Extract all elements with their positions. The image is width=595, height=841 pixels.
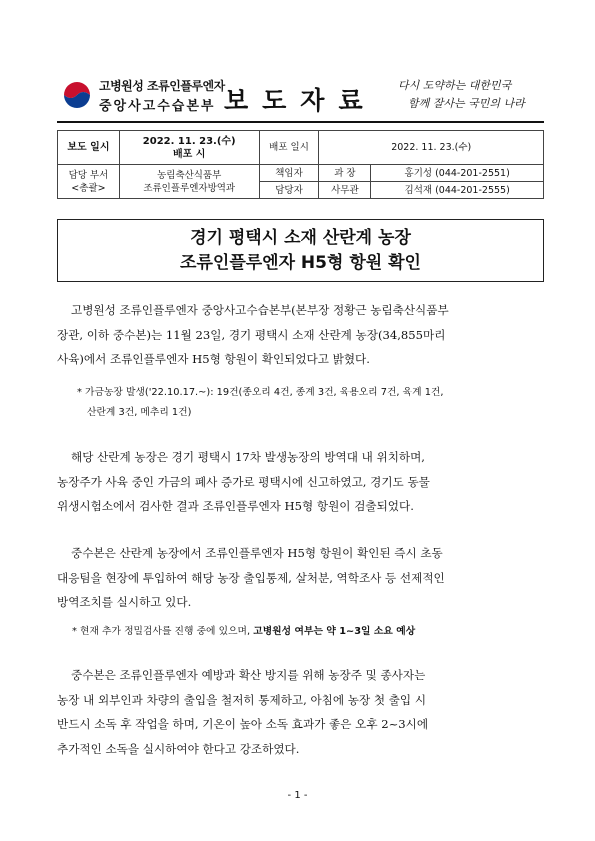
paragraph-line: 위생시험소에서 검사한 결과 조류인플루엔자 H5형 항원이 검출되었다. — [57, 499, 414, 513]
staff-name: 김석재 (044-201-2555) — [371, 182, 544, 199]
responsible-label: 책임자 — [259, 165, 319, 182]
org-name-line2: 중앙사고수습본부 — [99, 99, 216, 114]
dept-label-line1: 담당 부서 — [68, 169, 109, 181]
embargo-value — [119, 131, 259, 165]
paragraph-line: 해당 산란계 농장은 경기 평택시 17차 발생농장의 방역대 내 위치하며, — [71, 450, 425, 464]
release-value: 2022. 11. 23.(수) — [319, 131, 544, 165]
paragraph-4 — [57, 663, 544, 761]
note-normal-text: * 현재 추가 정밀검사를 진행 중에 있으며, — [72, 626, 251, 637]
document-title: 보도자료 — [224, 86, 377, 115]
paragraph-line: 중수본은 조류인플루엔자 예방과 확산 방지를 위해 농장주 및 종사자는 — [71, 668, 426, 682]
press-info-table — [57, 130, 544, 199]
paragraph-line: 대응팀을 현장에 투입하여 해당 농장 출입통제, 살처분, 역학조사 등 선제적인 — [57, 570, 445, 585]
paragraph-line: 사육)에서 조류인플루엔자 H5형 항원이 확인되었다고 밝혔다. — [57, 352, 370, 366]
note-line: * 가금농장 발생('22.10.17.~): 19건(종오리 4건, 종계 3건, 육용오리 7건, 육계 1건, — [77, 387, 444, 398]
release-label: 배포 일시 — [259, 131, 319, 165]
paragraph-line: 농장 내 외부인과 차량의 출입을 철저히 통제하고, 아침에 농장 첫 출입 시 — [57, 692, 427, 707]
press-header — [57, 71, 544, 123]
note-line: 산란계 3건, 메추리 1건) — [87, 407, 192, 418]
responsible-title: 과 장 — [319, 165, 371, 182]
note-additional-test — [72, 622, 415, 642]
paragraph-line: 중수본은 산란계 농장에서 조류인플루엔자 H5형 항원이 확인된 즉시 초동 — [71, 546, 443, 560]
embargo-date: 2022. 11. 23.(수) — [142, 135, 236, 147]
slogan-line2: 함께 잘사는 국민의 나라 — [408, 97, 525, 110]
page-number: - 1 - — [287, 790, 308, 801]
paragraph-line: 농장주가 사육 중인 가금의 폐사 증가로 평택시에 신고하였고, 경기도 동물 — [57, 474, 430, 489]
dept-label-line2: <총괄> — [71, 182, 106, 194]
dept-division: 조류인플루엔자방역과 — [143, 182, 236, 194]
embargo-label: 보도 일시 — [58, 131, 120, 165]
staff-title: 사무관 — [319, 182, 371, 199]
org-name-line1: 고병원성 조류인플루엔자 — [99, 79, 225, 93]
paragraph-3 — [57, 541, 544, 615]
staff-label: 담당자 — [259, 182, 319, 199]
dept-value — [119, 165, 259, 199]
paragraph-line: 방역조치를 실시하고 있다. — [57, 595, 192, 609]
paragraph-2 — [57, 445, 544, 519]
paragraph-1 — [57, 298, 544, 372]
note-line — [72, 622, 415, 642]
slogan-line1: 다시 도약하는 대한민국 — [398, 79, 512, 92]
header-rule — [57, 121, 544, 123]
dept-ministry: 농림축산식품부 — [157, 169, 222, 181]
dept-label — [58, 165, 120, 199]
paragraph-line: 추가적인 소독을 실시하여야 한다고 강조하였다. — [57, 741, 300, 756]
embargo-time: 배포 시 — [172, 148, 206, 160]
paragraph-line: 고병원성 조류인플루엔자 중앙사고수습본부(본부장 정황근 농림축산식품부 — [71, 303, 449, 317]
headline-line2: 조류인플루엔자 H5형 항원 확인 — [180, 253, 421, 273]
headline-line1: 경기 평택시 소재 산란계 농장 — [190, 228, 411, 248]
government-emblem-icon — [61, 79, 93, 111]
paragraph-line: 반드시 소독 후 작업을 하며, 기온이 높아 소독 효과가 좋은 오후 2~3시에 — [57, 717, 429, 731]
note-poultry-cases — [77, 383, 444, 423]
paragraph-line: 장관, 이하 중수본)는 11월 23일, 경기 평택시 소재 산란계 농장(34,855마리 — [57, 327, 446, 342]
headline-box — [57, 219, 544, 282]
responsible-name: 홍기성 (044-201-2551) — [371, 165, 544, 182]
note-bold-text: 고병원성 여부는 약 1~3일 소요 예상 — [253, 626, 416, 637]
